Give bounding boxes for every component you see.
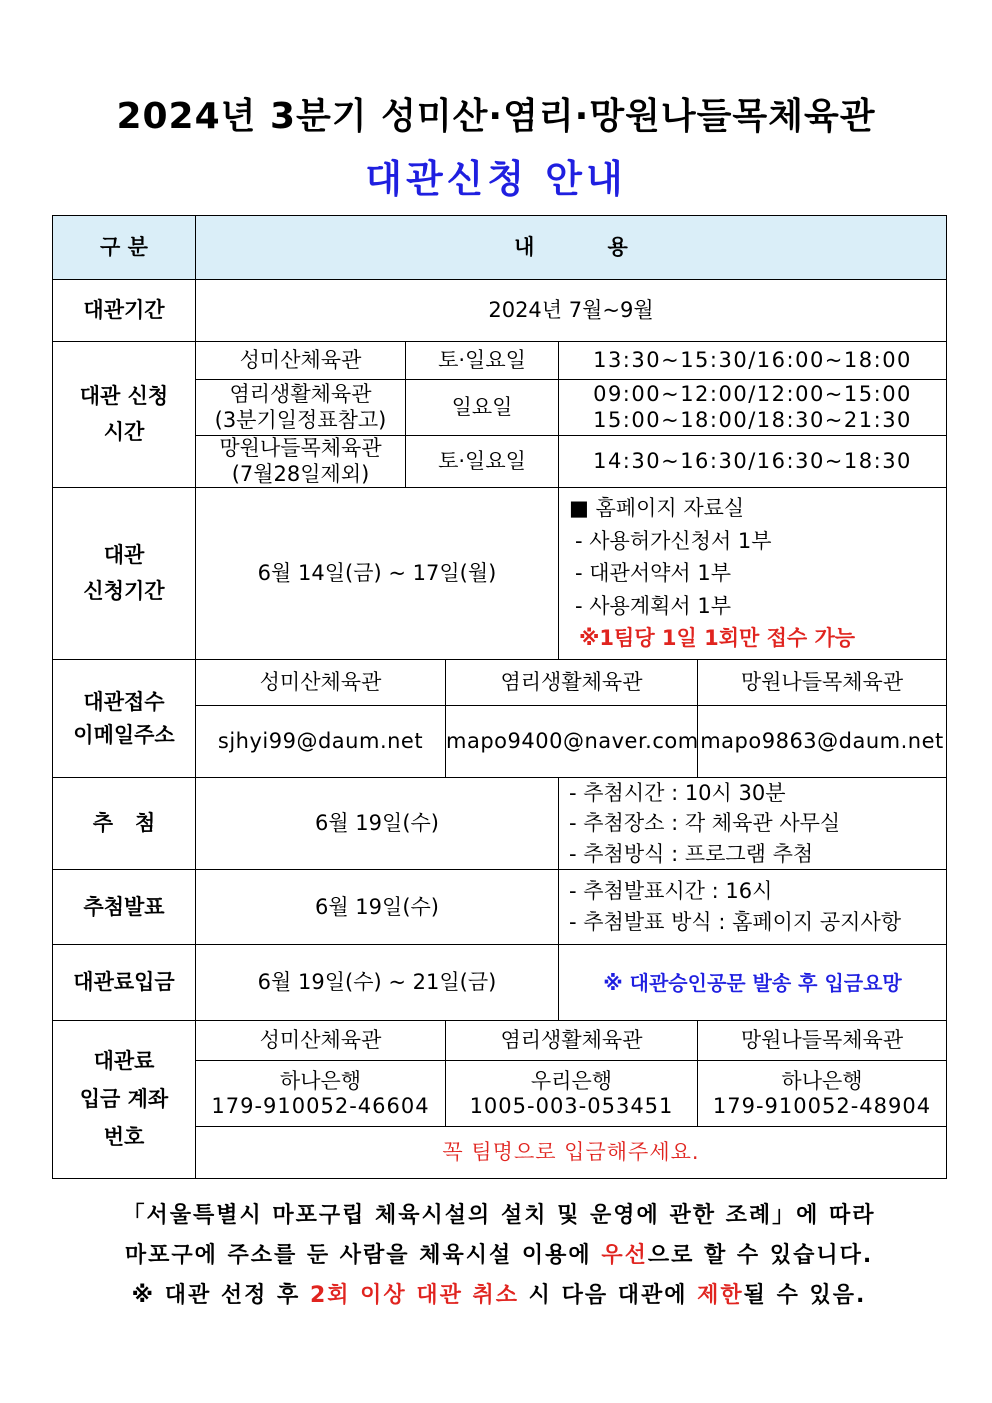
time-venue-name: 염리생활체육관 xyxy=(229,382,372,407)
times-label xyxy=(53,342,196,488)
footer-line1: 「서울특별시 마포구립 체육시설의 설치 및 운영에 관한 조례」에 따라 xyxy=(122,1203,876,1228)
apply-label xyxy=(53,488,196,660)
account-cell xyxy=(698,1061,947,1127)
account-number: 1005-003-053451 xyxy=(469,1093,674,1118)
draw-detail: - 추첨방식 : 프로그램 추첨 xyxy=(569,841,814,866)
account-venue: 망원나들목체육관 xyxy=(698,1021,947,1061)
rental-info-table xyxy=(52,215,947,1179)
footer-line3-b: 시 다음 대관에 xyxy=(519,1283,698,1308)
email-address: mapo9400@naver.com xyxy=(446,706,698,778)
time-days: 일요일 xyxy=(406,380,559,436)
header-category: 구 분 xyxy=(53,216,196,280)
email-label-line1: 대관접수 xyxy=(83,689,165,714)
apply-doc-item: - 대관서약서 1부 xyxy=(575,561,732,586)
time-slots: 13:30~15:30/16:00~18:00 xyxy=(559,342,947,380)
account-bank: 우리은행 xyxy=(530,1068,613,1093)
accounts-label-line3: 번호 xyxy=(103,1124,145,1149)
time-slots: 14:30~16:30/16:30~18:30 xyxy=(559,436,947,488)
page-title: 2024년 3분기 성미산·염리·망원나들목체육관 xyxy=(116,96,876,137)
accounts-label xyxy=(53,1021,196,1179)
footer-line2-b: 으로 할 수 있습니다. xyxy=(647,1243,874,1268)
email-venue: 성미산체육관 xyxy=(196,660,446,706)
apply-docs-note: ※1팀당 1일 1회만 접수 가능 xyxy=(579,626,856,651)
times-label-line1: 대관 신청 xyxy=(79,383,169,408)
account-venue: 염리생활체육관 xyxy=(446,1021,698,1061)
time-venue-note: (3분기일정표참고) xyxy=(214,407,387,432)
time-venue: 성미산체육관 xyxy=(196,342,406,380)
time-days: 토·일요일 xyxy=(406,436,559,488)
payment-note: ※ 대관승인공문 발송 후 입금요망 xyxy=(559,945,947,1021)
draw-row xyxy=(53,778,947,870)
payment-dates: 6월 19일(수) ~ 21일(금) xyxy=(196,945,559,1021)
account-number: 179-910052-48904 xyxy=(712,1093,932,1118)
accounts-label-line1: 대관료 xyxy=(93,1049,155,1074)
account-bank: 하나은행 xyxy=(781,1068,863,1093)
announce-date: 6월 19일(수) xyxy=(196,870,559,945)
apply-row xyxy=(53,488,947,660)
draw-date: 6월 19일(수) xyxy=(196,778,559,870)
payment-label: 대관료입금 xyxy=(53,945,196,1021)
footer-line2-a: 마포구에 주소를 둔 사람을 체육시설 이용에 xyxy=(124,1243,602,1268)
email-label-line2: 이메일주소 xyxy=(73,722,175,747)
time-venue xyxy=(196,380,406,436)
apply-docs-title: ■ 홈페이지 자료실 xyxy=(569,496,745,521)
header-content: 내 용 xyxy=(196,216,947,280)
footer-line3-highlight1: 2회 이상 대관 취소 xyxy=(309,1283,519,1308)
payment-row xyxy=(53,945,947,1021)
account-note: 꼭 팀명으로 입금해주세요. xyxy=(196,1127,947,1179)
time-slots-line1: 09:00~12:00/12:00~15:00 xyxy=(593,382,912,407)
apply-label-line2: 신청기간 xyxy=(83,578,165,603)
account-cell xyxy=(446,1061,698,1127)
apply-label-line1: 대관 xyxy=(103,542,145,567)
footer-line3-a: ※ 대관 선정 후 xyxy=(131,1283,310,1308)
time-venue-note: (7월28일제외) xyxy=(231,461,370,486)
footer-line2-highlight: 우선 xyxy=(601,1243,648,1268)
draw-detail: - 추첨장소 : 각 체육관 사무실 xyxy=(569,811,841,836)
email-label xyxy=(53,660,196,778)
footer-line3-c: 될 수 있음. xyxy=(743,1283,867,1308)
time-days: 토·일요일 xyxy=(406,342,559,380)
footer-line3 xyxy=(52,1276,946,1316)
account-venue: 성미산체육관 xyxy=(196,1021,446,1061)
announce-details xyxy=(559,870,947,945)
table-header-row xyxy=(53,216,947,280)
account-venue-row xyxy=(53,1021,947,1061)
period-label: 대관기간 xyxy=(53,280,196,342)
account-cell xyxy=(196,1061,446,1127)
time-venue-name: 망원나들목체육관 xyxy=(219,436,382,461)
email-venue: 염리생활체육관 xyxy=(446,660,698,706)
apply-doc-item: - 사용허가신청서 1부 xyxy=(575,528,772,553)
apply-dates: 6월 14일(금) ~ 17일(월) xyxy=(196,488,559,660)
account-number: 179-910052-46604 xyxy=(211,1093,430,1118)
period-row xyxy=(53,280,947,342)
account-bank: 하나은행 xyxy=(279,1068,362,1093)
page-subtitle: 대관신청 안내 xyxy=(365,157,627,201)
email-venue: 망원나들목체육관 xyxy=(698,660,947,706)
draw-detail: - 추첨시간 : 10시 30분 xyxy=(569,781,786,805)
announce-row xyxy=(53,870,947,945)
email-venue-row xyxy=(53,660,947,706)
footer-line3-highlight2: 제한 xyxy=(697,1283,744,1308)
announce-detail: - 추첨발표 방식 : 홈페이지 공지사항 xyxy=(569,910,902,935)
apply-docs xyxy=(559,488,947,660)
draw-details xyxy=(559,778,947,870)
draw-label: 추 첨 xyxy=(53,778,196,870)
time-slots-line2: 15:00~18:00/18:30~21:30 xyxy=(593,407,912,432)
time-venue xyxy=(196,436,406,488)
footer-notes xyxy=(52,1196,946,1316)
accounts-label-line2: 입금 계좌 xyxy=(79,1086,169,1111)
email-address: sjhyi99@daum.net xyxy=(196,706,446,778)
announce-label: 추첨발표 xyxy=(53,870,196,945)
times-label-line2: 시간 xyxy=(103,419,145,444)
apply-doc-item: - 사용계획서 1부 xyxy=(575,593,732,618)
announce-detail: - 추첨발표시간 : 16시 xyxy=(569,878,773,903)
time-slots xyxy=(559,380,947,436)
footer-line2 xyxy=(52,1236,946,1276)
email-address: mapo9863@daum.net xyxy=(698,706,947,778)
time-row xyxy=(53,342,947,380)
period-value: 2024년 7월~9월 xyxy=(196,280,947,342)
